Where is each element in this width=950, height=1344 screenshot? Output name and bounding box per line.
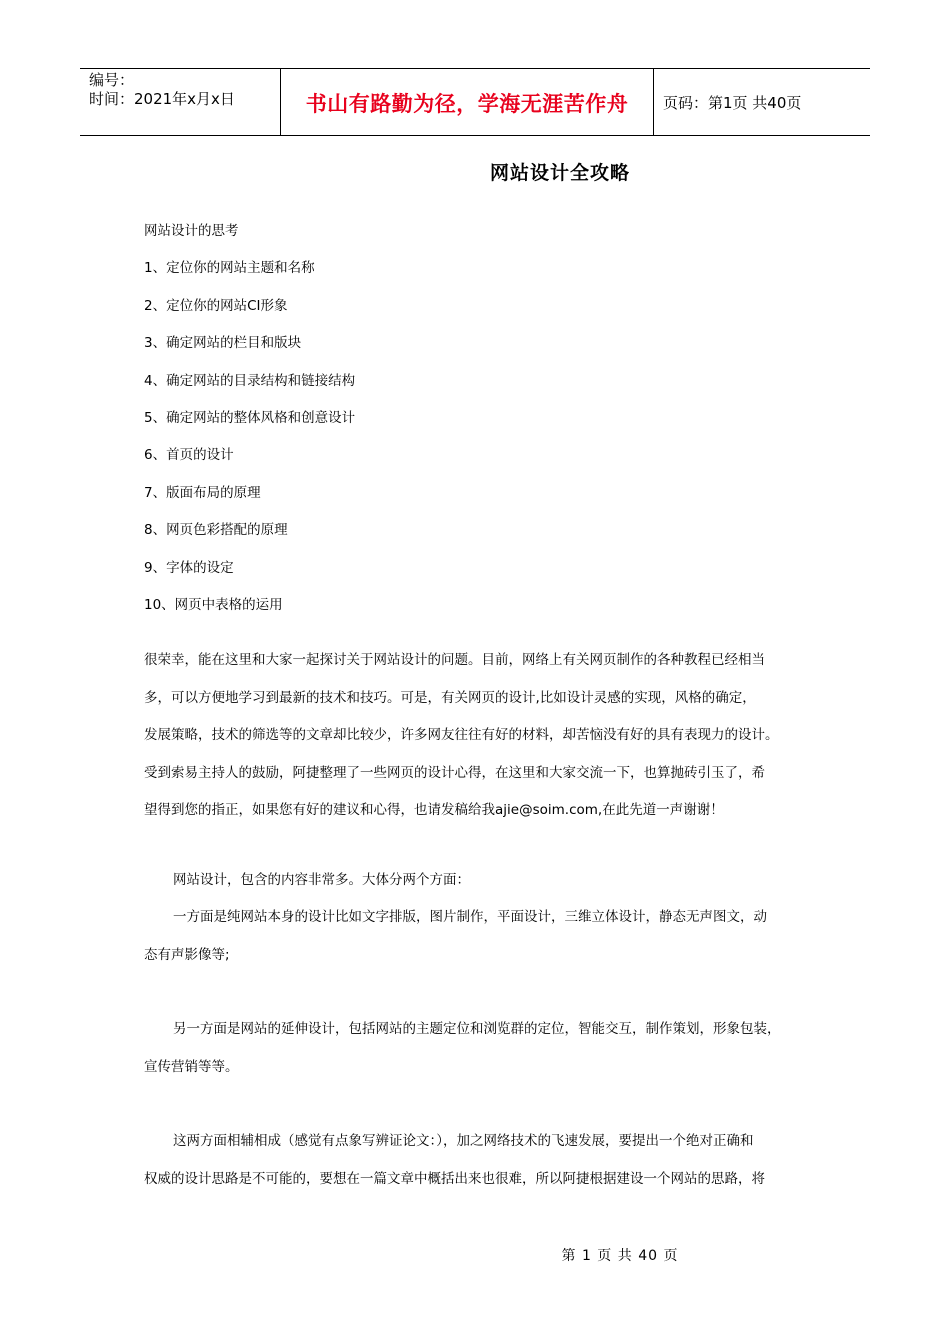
toc-item: 7、版面布局的原理	[144, 484, 261, 501]
aspect-two-paragraph	[144, 1018, 816, 1093]
document-header	[80, 68, 870, 136]
closing-paragraph	[144, 1130, 816, 1205]
toc-item: 9、字体的设定	[144, 559, 234, 576]
header-motto-cell	[281, 69, 654, 135]
document-body	[144, 220, 816, 1205]
document-number-label: 编号：	[89, 71, 135, 89]
paragraph-line: 态有声影像等;	[144, 946, 230, 963]
aspects-intro: 网站设计，包含的内容非常多。大体分两个方面：	[173, 871, 470, 888]
paragraph-line: 另一方面是网站的延伸设计，包括网站的主题定位和浏览群的定位，智能交互，制作策划，形象包装，	[173, 1021, 781, 1038]
document-time-label: 时间：2021年x月x日	[89, 90, 235, 108]
paragraph-line: 一方面是纯网站本身的设计比如文字排版，图片制作，平面设计，三维立体设计，静态无声图文，动	[173, 909, 767, 926]
header-motto: 书山有路勤为径，学海无涯苦作舟	[305, 92, 629, 116]
toc-item: 3、确定网站的栏目和版块	[144, 335, 302, 352]
intro-paragraph	[144, 649, 816, 837]
paragraph-line: 很荣幸，能在这里和大家一起探讨关于网站设计的问题。目前，网络上有关网页制作的各种教程已经相当	[144, 652, 765, 669]
paragraph-line: 受到索易主持人的鼓励，阿捷整理了一些网页的设计心得，在这里和大家交流一下，也算抛砖引玉了，希	[144, 764, 765, 781]
toc-list	[144, 220, 816, 631]
header-meta-cell	[80, 69, 281, 135]
toc-item: 6、首页的设计	[144, 447, 234, 464]
paragraph-line: 发展策略，技术的筛选等的文章却比较少，许多网友往往有好的材料，却苦恼没有好的具有表现力的设计。	[144, 727, 779, 744]
paragraph-line: 多，可以方便地学习到最新的技术和技巧。可是，有关网页的设计,比如设计灵感的实现，风格的确定，	[144, 689, 756, 706]
toc-item: 1、定位你的网站主题和名称	[144, 260, 315, 277]
toc-item: 10、网页中表格的运用	[144, 596, 283, 613]
paragraph-line: 这两方面相辅相成（感觉有点象写辨证论文：），加之网络技术的飞速发展，要提出一个绝对正确和	[173, 1133, 754, 1150]
toc-item: 8、网页色彩搭配的原理	[144, 522, 288, 539]
header-page-label: 页码：第1页 共40页	[663, 93, 802, 112]
toc-heading: 网站设计的思考	[144, 223, 239, 239]
paragraph-line: 宣传营销等等。	[144, 1058, 239, 1075]
paragraph-line: 望得到您的指正，如果您有好的建议和心得，也请发稿给我ajie@soim.com,在此先道一声谢谢！	[144, 802, 724, 819]
toc-item: 2、定位你的网站CI形象	[144, 297, 288, 314]
header-page-cell	[654, 69, 870, 135]
toc-item: 5、确定网站的整体风格和创意设计	[144, 409, 356, 426]
page-footer: 第 1 页 共 40 页	[561, 1248, 679, 1264]
paragraph-line: 权威的设计思路是不可能的，要想在一篇文章中概括出来也很难，所以阿捷根据建设一个网站的思路，将	[144, 1170, 765, 1187]
document-title: 网站设计全攻略	[489, 162, 630, 184]
aspect-one-paragraph	[144, 906, 816, 981]
toc-item: 4、确定网站的目录结构和链接结构	[144, 372, 356, 389]
